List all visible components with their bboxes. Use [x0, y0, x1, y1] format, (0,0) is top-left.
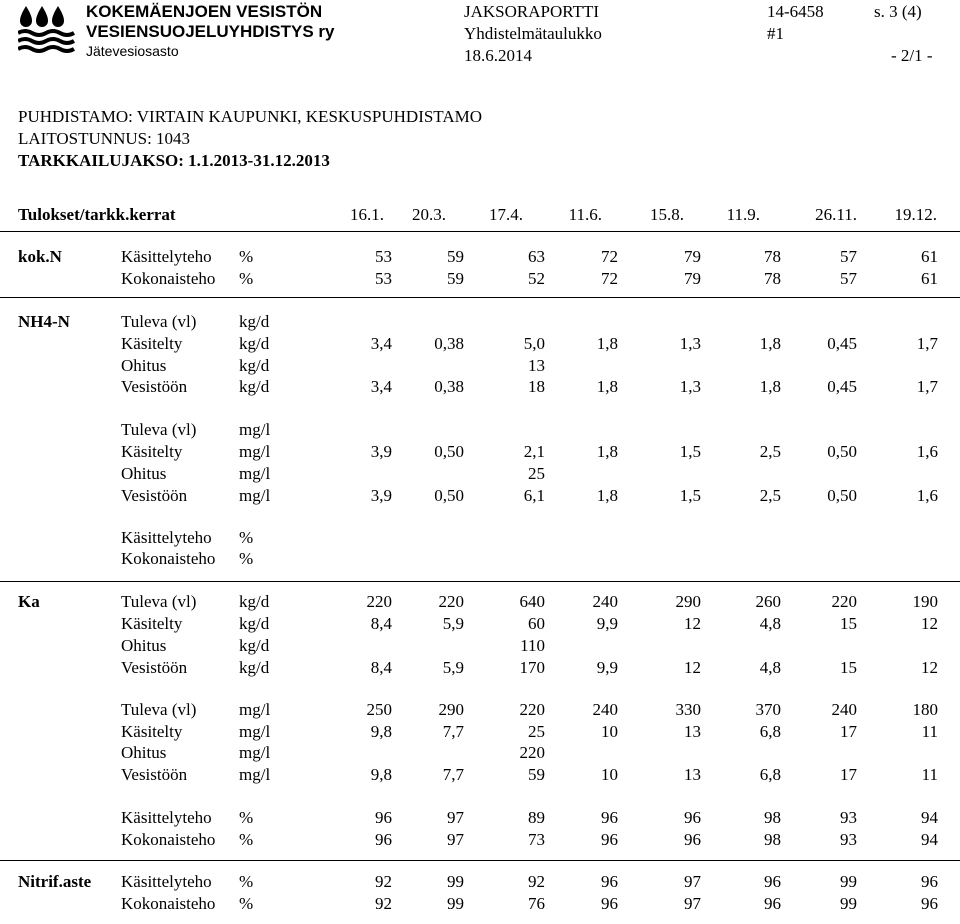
table-cell-value: 99 [840, 894, 857, 913]
table-cell-value: 17 [840, 765, 857, 784]
table-cell-value: 15 [840, 614, 857, 633]
unit-label: mg/l [239, 486, 271, 505]
report-date: 18.6.2014 [464, 46, 532, 65]
measurement-label: Kokonaisteho [121, 830, 216, 849]
table-cell-value: 59 [528, 765, 545, 784]
table-cell-value: 220 [831, 592, 857, 611]
table-cell-value: 0,50 [434, 486, 464, 505]
measurement-label: Tuleva (vl) [121, 420, 197, 439]
table-cell-value: 52 [528, 269, 545, 288]
table-cell-value: 180 [912, 700, 938, 719]
table-cell-value: 6,8 [759, 722, 781, 741]
page-sub-label: - 2/1 - [891, 46, 933, 65]
table-cell-value: 1,8 [759, 377, 781, 396]
table-cell-value: 1,6 [916, 486, 938, 505]
table-cell-value: 9,9 [596, 614, 618, 633]
table-cell-value: 72 [601, 269, 618, 288]
measurement-label: Kokonaisteho [121, 549, 216, 568]
measurement-label: Tuleva (vl) [121, 592, 197, 611]
table-cell-value: 1,5 [679, 486, 701, 505]
table-cell-value: 96 [684, 808, 701, 827]
table-cell-value: 63 [528, 247, 545, 266]
table-cell-value: 94 [921, 808, 938, 827]
table-cell-value: 250 [366, 700, 392, 719]
date-header: 19.12. [894, 205, 937, 224]
table-cell-value: 99 [447, 872, 464, 891]
unit-label: % [239, 549, 254, 568]
table-cell-value: 99 [447, 894, 464, 913]
section-divider [0, 581, 960, 582]
unit-label: mg/l [239, 442, 271, 461]
table-cell-value: 94 [921, 830, 938, 849]
table-cell-value: 9,8 [370, 722, 392, 741]
parameter-name: Nitrif.aste [18, 872, 92, 891]
date-header: 11.6. [568, 205, 602, 224]
measurement-label: Käsitelty [121, 334, 183, 353]
table-cell-value: 1,8 [759, 334, 781, 353]
measurement-label: Käsittelyteho [121, 247, 212, 266]
report-index: #1 [767, 24, 784, 43]
unit-label: mg/l [239, 420, 271, 439]
table-cell-value: 96 [601, 872, 618, 891]
table-cell-value: 93 [840, 808, 857, 827]
table-cell-value: 13 [684, 765, 701, 784]
table-cell-value: 96 [921, 894, 938, 913]
table-cell-value: 25 [528, 464, 545, 483]
measurement-label: Käsitelty [121, 614, 183, 633]
table-header-label: Tulokset/tarkk.kerrat [18, 205, 176, 224]
unit-label: mg/l [239, 765, 271, 784]
org-name-line2: VESIENSUOJELUYHDISTYS ry [86, 22, 335, 41]
table-cell-value: 0,45 [827, 377, 857, 396]
table-cell-value: 0,50 [827, 442, 857, 461]
section-divider [0, 860, 960, 861]
table-cell-value: 2,5 [759, 442, 781, 461]
table-cell-value: 57 [840, 247, 857, 266]
measurement-label: Vesistöön [121, 377, 188, 396]
organization-logo [18, 2, 348, 58]
table-cell-value: 96 [375, 830, 392, 849]
table-cell-value: 73 [528, 830, 545, 849]
unit-label: kg/d [239, 377, 270, 396]
unit-label: % [239, 872, 254, 891]
table-cell-value: 57 [840, 269, 857, 288]
org-department: Jätevesiosasto [86, 43, 179, 59]
unit-label: % [239, 894, 254, 913]
table-cell-value: 0,50 [434, 442, 464, 461]
header-divider [0, 231, 960, 232]
measurement-label: Käsitelty [121, 442, 183, 461]
unit-label: % [239, 528, 254, 547]
table-cell-value: 1,8 [596, 486, 618, 505]
table-cell-value: 0,45 [827, 334, 857, 353]
org-name-line1: KOKEMÄENJOEN VESISTÖN [86, 2, 323, 21]
table-cell-value: 89 [528, 808, 545, 827]
table-cell-value: 96 [601, 830, 618, 849]
monitoring-period: TARKKAILUJAKSO: 1.1.2013-31.12.2013 [18, 151, 330, 170]
measurement-label: Vesistöön [121, 658, 188, 677]
table-cell-value: 1,8 [596, 377, 618, 396]
table-cell-value: 2,1 [523, 442, 545, 461]
measurement-label: Kokonaisteho [121, 269, 216, 288]
table-cell-value: 78 [764, 247, 781, 266]
table-cell-value: 13 [684, 722, 701, 741]
table-cell-value: 61 [921, 269, 938, 288]
unit-label: % [239, 830, 254, 849]
table-cell-value: 190 [912, 592, 938, 611]
table-cell-value: 290 [675, 592, 701, 611]
table-cell-value: 12 [921, 614, 938, 633]
measurement-label: Käsitelty [121, 722, 183, 741]
parameter-name: kok.N [18, 247, 62, 266]
measurement-label: Ohitus [121, 464, 167, 483]
table-cell-value: 3,4 [370, 334, 392, 353]
table-cell-value: 3,9 [370, 442, 392, 461]
table-cell-value: 1,8 [596, 334, 618, 353]
table-cell-value: 13 [528, 356, 545, 375]
date-header: 16.1. [350, 205, 384, 224]
table-cell-value: 3,9 [370, 486, 392, 505]
table-cell-value: 96 [684, 830, 701, 849]
table-cell-value: 6,8 [759, 765, 781, 784]
table-cell-value: 370 [755, 700, 781, 719]
plant-name: PUHDISTAMO: VIRTAIN KAUPUNKI, KESKUSPUHDISTAMO [18, 107, 482, 126]
table-cell-value: 97 [447, 808, 464, 827]
table-cell-value: 53 [375, 247, 392, 266]
measurement-label: Käsittelyteho [121, 528, 212, 547]
table-cell-value: 97 [684, 872, 701, 891]
table-cell-value: 12 [684, 614, 701, 633]
table-cell-value: 93 [840, 830, 857, 849]
table-cell-value: 99 [840, 872, 857, 891]
section-divider [0, 297, 960, 298]
measurement-label: Ohitus [121, 356, 167, 375]
unit-label: kg/d [239, 592, 270, 611]
parameter-name: NH4-N [18, 312, 70, 331]
table-cell-value: 10 [601, 765, 618, 784]
table-cell-value: 6,1 [523, 486, 545, 505]
table-cell-value: 96 [375, 808, 392, 827]
table-cell-value: 220 [519, 700, 545, 719]
table-cell-value: 92 [375, 894, 392, 913]
table-cell-value: 78 [764, 269, 781, 288]
table-cell-value: 60 [528, 614, 545, 633]
table-cell-value: 0,50 [827, 486, 857, 505]
table-cell-value: 4,8 [759, 614, 781, 633]
measurement-label: Tuleva (vl) [121, 700, 197, 719]
measurement-label: Käsittelyteho [121, 872, 212, 891]
date-header: 11.9. [726, 205, 760, 224]
measurement-label: Ohitus [121, 636, 167, 655]
table-cell-value: 15 [840, 658, 857, 677]
table-cell-value: 110 [520, 636, 545, 655]
table-cell-value: 76 [528, 894, 545, 913]
table-cell-value: 97 [684, 894, 701, 913]
report-code: 14-6458 [767, 2, 824, 21]
measurement-label: Vesistöön [121, 765, 188, 784]
table-cell-value: 11 [921, 722, 938, 741]
table-cell-value: 4,8 [759, 658, 781, 677]
table-cell-value: 96 [601, 894, 618, 913]
table-cell-value: 1,3 [679, 334, 701, 353]
table-cell-value: 9,9 [596, 658, 618, 677]
date-header: 15.8. [650, 205, 684, 224]
unit-label: kg/d [239, 636, 270, 655]
date-header: 20.3. [412, 205, 446, 224]
table-cell-value: 220 [366, 592, 392, 611]
table-cell-value: 240 [592, 700, 618, 719]
unit-label: kg/d [239, 312, 270, 331]
parameter-name: Ka [18, 592, 40, 611]
unit-label: kg/d [239, 334, 270, 353]
table-cell-value: 170 [519, 658, 545, 677]
date-header: 17.4. [489, 205, 523, 224]
table-cell-value: 96 [921, 872, 938, 891]
unit-label: kg/d [239, 614, 270, 633]
table-cell-value: 290 [438, 700, 464, 719]
table-cell-value: 72 [601, 247, 618, 266]
measurement-label: Käsittelyteho [121, 808, 212, 827]
unit-label: % [239, 269, 254, 288]
table-cell-value: 7,7 [442, 722, 464, 741]
table-cell-value: 59 [447, 247, 464, 266]
table-cell-value: 79 [684, 247, 701, 266]
unit-label: mg/l [239, 464, 271, 483]
table-cell-value: 53 [375, 269, 392, 288]
table-cell-value: 98 [764, 830, 781, 849]
unit-label: kg/d [239, 658, 270, 677]
table-cell-value: 0,38 [434, 377, 464, 396]
table-cell-value: 96 [764, 872, 781, 891]
table-cell-value: 1,6 [916, 442, 938, 461]
water-drops-logo-icon [18, 4, 78, 54]
table-cell-value: 9,8 [370, 765, 392, 784]
table-cell-value: 61 [921, 247, 938, 266]
report-title: JAKSORAPORTTI [464, 2, 599, 21]
table-cell-value: 1,3 [679, 377, 701, 396]
table-cell-value: 92 [528, 872, 545, 891]
measurement-label: Tuleva (vl) [121, 312, 197, 331]
table-cell-value: 1,7 [916, 334, 938, 353]
table-cell-value: 0,38 [434, 334, 464, 353]
unit-label: % [239, 808, 254, 827]
date-header: 26.11. [815, 205, 857, 224]
table-cell-value: 5,0 [523, 334, 545, 353]
table-cell-value: 97 [447, 830, 464, 849]
report-subtitle: Yhdistelmätaulukko [464, 24, 602, 43]
table-cell-value: 12 [921, 658, 938, 677]
table-cell-value: 92 [375, 872, 392, 891]
table-cell-value: 11 [921, 765, 938, 784]
table-cell-value: 2,5 [759, 486, 781, 505]
measurement-label: Vesistöön [121, 486, 188, 505]
table-cell-value: 3,4 [370, 377, 392, 396]
table-cell-value: 17 [840, 722, 857, 741]
table-cell-value: 59 [447, 269, 464, 288]
table-cell-value: 330 [675, 700, 701, 719]
table-cell-value: 220 [438, 592, 464, 611]
measurement-label: Ohitus [121, 743, 167, 762]
table-cell-value: 10 [601, 722, 618, 741]
unit-label: mg/l [239, 722, 271, 741]
table-cell-value: 640 [519, 592, 545, 611]
measurement-label: Kokonaisteho [121, 894, 216, 913]
table-cell-value: 1,7 [916, 377, 938, 396]
table-cell-value: 240 [592, 592, 618, 611]
page-label: s. 3 (4) [874, 2, 922, 21]
table-cell-value: 5,9 [442, 614, 464, 633]
table-cell-value: 98 [764, 808, 781, 827]
table-cell-value: 96 [764, 894, 781, 913]
table-cell-value: 220 [519, 743, 545, 762]
unit-label: % [239, 247, 254, 266]
plant-id: LAITOSTUNNUS: 1043 [18, 129, 191, 148]
table-cell-value: 12 [684, 658, 701, 677]
unit-label: mg/l [239, 700, 271, 719]
table-cell-value: 8,4 [370, 614, 392, 633]
table-cell-value: 7,7 [442, 765, 464, 784]
table-cell-value: 5,9 [442, 658, 464, 677]
table-cell-value: 240 [831, 700, 857, 719]
table-cell-value: 8,4 [370, 658, 392, 677]
table-cell-value: 1,8 [596, 442, 618, 461]
table-cell-value: 18 [528, 377, 545, 396]
table-cell-value: 96 [601, 808, 618, 827]
table-cell-value: 25 [528, 722, 545, 741]
table-cell-value: 79 [684, 269, 701, 288]
unit-label: mg/l [239, 743, 271, 762]
table-cell-value: 260 [755, 592, 781, 611]
unit-label: kg/d [239, 356, 270, 375]
table-cell-value: 1,5 [679, 442, 701, 461]
